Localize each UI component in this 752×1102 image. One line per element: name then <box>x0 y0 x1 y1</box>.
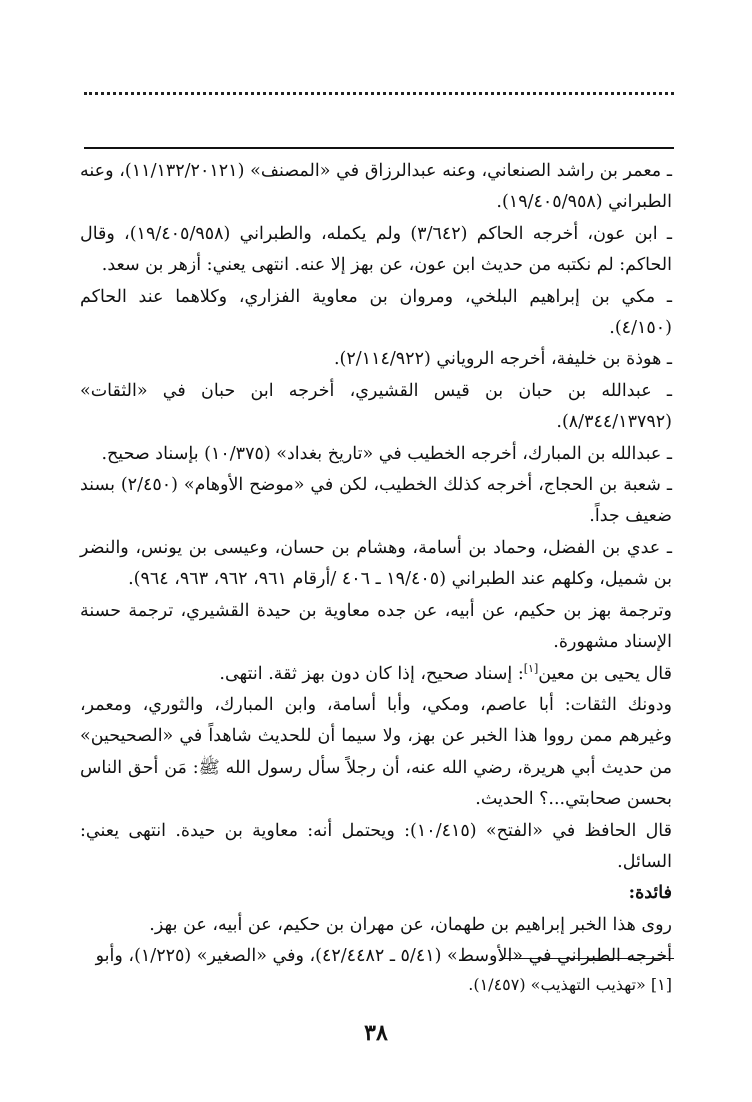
footnote-marker: [١] <box>523 661 539 675</box>
footnote-number: [١] <box>650 975 672 994</box>
footnote-text: «تهذيب التهذيب» (١/٤٥٧). <box>468 975 646 994</box>
paragraph: ـ عبدالله بن المبارك، أخرجه الخطيب في «تاريخ بغداد» (١٠/٣٧٥) بإسناد صحيح. <box>101 443 672 464</box>
paragraph: ـ ابن عون، أخرجه الحاكم (٣/٦٤٢) ولم يكمله، والطبراني (١٩/٤٠٥/٩٥٨)، وقال الحاكم: لم نكتبه من حديث ابن عون، عن بهز إلا عنه. انتهى يعني: أزهر بن سعد. <box>80 223 672 276</box>
paragraph: ودونك الثقات: أبا عاصم، ومكي، وأبا أسامة، وابن المبارك، والثوري، ومعمر، وغيرهم ممن رووا هذا الخبر عن بهز، ولا سيما أن للحديث شاهداً في «الصحيحين» من حديث أبي هريرة، رضي الله عنه، أن رجلاً سأل رسول الله ﷺ: مَن أحق الناس بحسن صحابتي...؟ الحديث. <box>80 694 672 810</box>
paragraph: ـ شعبة بن الحجاج، أخرجه كذلك الخطيب، لكن في «موضح الأوهام» (٢/٤٥٠) بسند ضعيف جداً. <box>80 475 672 527</box>
page-number: ٣٨ <box>364 1020 388 1046</box>
faida-heading: فائدة: <box>628 883 672 904</box>
paragraph: ـ مكي بن إبراهيم البلخي، ومروان بن معاوية الفزاري، وكلاهما عند الحاكم (٤/١٥٠). <box>80 286 672 339</box>
header-dotted-line <box>84 92 674 95</box>
paragraph: ـ عبدالله بن حبان بن قيس القشيري، أخرجه ابن حبان في «الثقات» (٨/٣٤٤/١٣٧٩٢). <box>80 380 672 433</box>
yahya-text-after: : إسناد صحيح، إذا كان دون بهز ثقة. انتهى. <box>219 663 524 684</box>
paragraph: ـ معمر بن راشد الصنعاني، وعنه عبدالرزاق في «المصنف» (١١/١٣٢/٢٠١٢١)، وعنه الطبراني (١٩/٤٠٥/٩٥٨). <box>80 161 672 213</box>
paragraph: وترجمة بهز بن حكيم، عن أبيه، عن جده معاوية بن حيدة القشيري، ترجمة حسنة الإسناد مشهورة. <box>80 600 672 653</box>
main-text <box>80 156 672 973</box>
paragraph: أخرجه الطبراني في «الأوسط» (٥/٤١ ـ ٤٢/٤٤٨٢)، وفي «الصغير» (١/٢٢٥)، وأبو <box>95 946 672 967</box>
top-rule <box>84 147 674 149</box>
footnote <box>80 972 672 998</box>
yahya-text-before: قال يحيى بن معين <box>538 663 672 684</box>
paragraph: روى هذا الخبر إبراهيم بن طهمان، عن مهران بن حكيم، عن أبيه، عن بهز. <box>149 914 672 935</box>
paragraph: قال الحافظ في «الفتح» (١٠/٤١٥): ويحتمل أنه: معاوية بن حيدة. انتهى يعني: السائل. <box>80 820 673 872</box>
paragraph: ـ عدي بن الفضل، وحماد بن أسامة، وهشام بن حسان، وعيسى بن يونس، والنضر بن شميل، وكلهم عند الطبراني (١٩/٤٠٥ ـ ٤٠٦ /أرقام ٩٦١، ٩٦٢، ٩٦٣، ٩٦٤). <box>80 537 672 590</box>
footnote-rule <box>500 958 674 959</box>
yahya-quote <box>80 659 672 690</box>
paragraph: ـ هوذة بن خليفة، أخرجه الروياني (٢/١١٤/٩٢٢). <box>333 349 672 370</box>
